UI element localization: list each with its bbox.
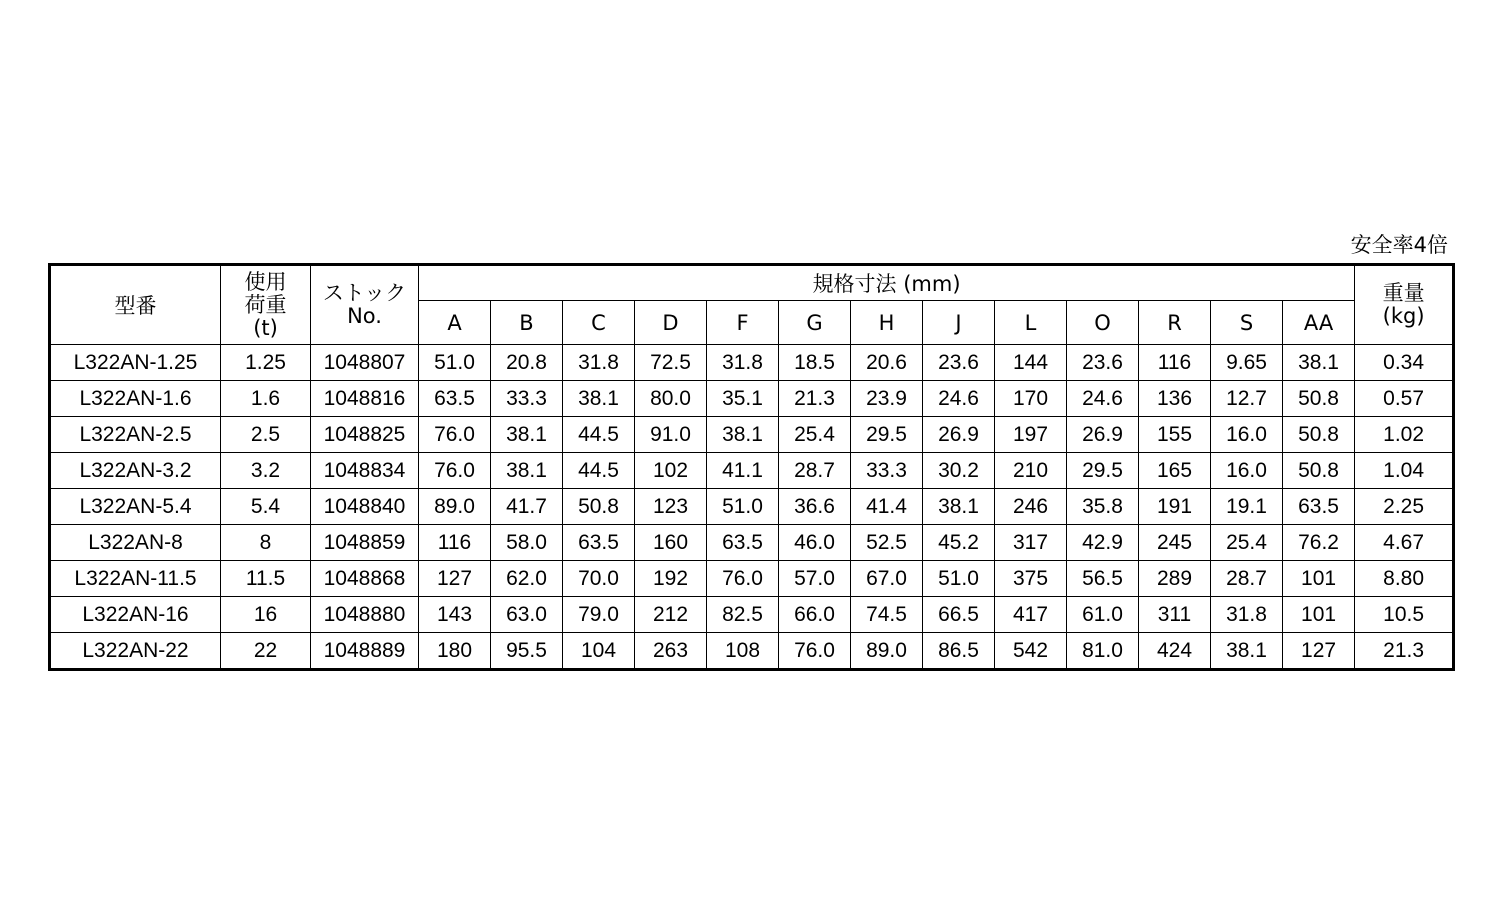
cell-dimension: 108 bbox=[707, 633, 779, 670]
header-dimension-column: O bbox=[1067, 301, 1139, 345]
cell-dimension: 51.0 bbox=[707, 489, 779, 525]
cell-model: L322AN-5.4 bbox=[50, 489, 221, 525]
cell-dimension: 81.0 bbox=[1067, 633, 1139, 670]
cell-working-load: 5.4 bbox=[221, 489, 311, 525]
cell-working-load: 8 bbox=[221, 525, 311, 561]
cell-dimension: 86.5 bbox=[923, 633, 995, 670]
cell-model: L322AN-22 bbox=[50, 633, 221, 670]
cell-dimension: 79.0 bbox=[563, 597, 635, 633]
cell-dimension: 95.5 bbox=[491, 633, 563, 670]
cell-working-load: 22 bbox=[221, 633, 311, 670]
cell-dimension: 144 bbox=[995, 345, 1067, 381]
header-dimension-column: S bbox=[1211, 301, 1283, 345]
cell-dimension: 35.1 bbox=[707, 381, 779, 417]
cell-dimension: 155 bbox=[1139, 417, 1211, 453]
cell-dimension: 41.7 bbox=[491, 489, 563, 525]
cell-dimension: 38.1 bbox=[923, 489, 995, 525]
cell-dimension: 44.5 bbox=[563, 417, 635, 453]
cell-dimension: 16.0 bbox=[1211, 417, 1283, 453]
cell-dimension: 101 bbox=[1283, 561, 1355, 597]
header-dimension-column: G bbox=[779, 301, 851, 345]
cell-dimension: 66.5 bbox=[923, 597, 995, 633]
table-row bbox=[50, 417, 1454, 453]
cell-dimension: 18.5 bbox=[779, 345, 851, 381]
cell-dimension: 76.0 bbox=[779, 633, 851, 670]
cell-dimension: 50.8 bbox=[1283, 453, 1355, 489]
cell-working-load: 1.25 bbox=[221, 345, 311, 381]
cell-stock-no: 1048825 bbox=[311, 417, 419, 453]
header-dimension-column: B bbox=[491, 301, 563, 345]
cell-dimension: 38.1 bbox=[491, 417, 563, 453]
cell-model: L322AN-16 bbox=[50, 597, 221, 633]
cell-dimension: 29.5 bbox=[1067, 453, 1139, 489]
safety-factor-note: 安全率4倍 bbox=[1350, 233, 1448, 257]
cell-dimension: 192 bbox=[635, 561, 707, 597]
cell-weight: 1.02 bbox=[1355, 417, 1454, 453]
cell-dimension: 104 bbox=[563, 633, 635, 670]
cell-dimension: 197 bbox=[995, 417, 1067, 453]
table-row bbox=[50, 633, 1454, 670]
cell-dimension: 51.0 bbox=[419, 345, 491, 381]
cell-dimension: 180 bbox=[419, 633, 491, 670]
cell-dimension: 9.65 bbox=[1211, 345, 1283, 381]
cell-weight: 0.34 bbox=[1355, 345, 1454, 381]
header-dimension-column: C bbox=[563, 301, 635, 345]
header-weight-unit: (kg) bbox=[1382, 304, 1425, 328]
table-body bbox=[50, 345, 1454, 670]
cell-dimension: 210 bbox=[995, 453, 1067, 489]
cell-dimension: 123 bbox=[635, 489, 707, 525]
cell-weight: 8.80 bbox=[1355, 561, 1454, 597]
cell-dimension: 33.3 bbox=[851, 453, 923, 489]
cell-dimension: 23.6 bbox=[1067, 345, 1139, 381]
cell-working-load: 11.5 bbox=[221, 561, 311, 597]
cell-dimension: 63.5 bbox=[1283, 489, 1355, 525]
cell-dimension: 26.9 bbox=[923, 417, 995, 453]
header-working-load-unit: (t) bbox=[253, 315, 278, 340]
cell-dimension: 136 bbox=[1139, 381, 1211, 417]
table-row bbox=[50, 597, 1454, 633]
cell-dimension: 63.0 bbox=[491, 597, 563, 633]
cell-dimension: 46.0 bbox=[779, 525, 851, 561]
cell-dimension: 23.9 bbox=[851, 381, 923, 417]
cell-dimension: 89.0 bbox=[419, 489, 491, 525]
cell-dimension: 56.5 bbox=[1067, 561, 1139, 597]
header-stock-no bbox=[311, 265, 419, 345]
cell-stock-no: 1048859 bbox=[311, 525, 419, 561]
cell-dimension: 52.5 bbox=[851, 525, 923, 561]
cell-dimension: 424 bbox=[1139, 633, 1211, 670]
cell-dimension: 160 bbox=[635, 525, 707, 561]
cell-working-load: 16 bbox=[221, 597, 311, 633]
header-working-load bbox=[221, 265, 311, 345]
cell-dimension: 28.7 bbox=[779, 453, 851, 489]
cell-dimension: 58.0 bbox=[491, 525, 563, 561]
cell-model: L322AN-2.5 bbox=[50, 417, 221, 453]
cell-stock-no: 1048834 bbox=[311, 453, 419, 489]
cell-weight: 2.25 bbox=[1355, 489, 1454, 525]
cell-dimension: 38.1 bbox=[491, 453, 563, 489]
cell-dimension: 50.8 bbox=[563, 489, 635, 525]
cell-dimension: 76.0 bbox=[419, 453, 491, 489]
header-dimension-column: F bbox=[707, 301, 779, 345]
table-header bbox=[50, 265, 1454, 345]
cell-dimension: 26.9 bbox=[1067, 417, 1139, 453]
cell-dimension: 24.6 bbox=[923, 381, 995, 417]
cell-dimension: 35.8 bbox=[1067, 489, 1139, 525]
cell-dimension: 91.0 bbox=[635, 417, 707, 453]
cell-dimension: 29.5 bbox=[851, 417, 923, 453]
cell-dimension: 19.1 bbox=[1211, 489, 1283, 525]
cell-dimension: 12.7 bbox=[1211, 381, 1283, 417]
cell-dimension: 41.4 bbox=[851, 489, 923, 525]
header-dimensions-group: 規格寸法 (mm) bbox=[419, 265, 1355, 301]
table-row bbox=[50, 525, 1454, 561]
cell-working-load: 2.5 bbox=[221, 417, 311, 453]
cell-dimension: 21.3 bbox=[779, 381, 851, 417]
cell-stock-no: 1048840 bbox=[311, 489, 419, 525]
cell-dimension: 170 bbox=[995, 381, 1067, 417]
cell-dimension: 24.6 bbox=[1067, 381, 1139, 417]
cell-dimension: 246 bbox=[995, 489, 1067, 525]
cell-weight: 10.5 bbox=[1355, 597, 1454, 633]
cell-dimension: 417 bbox=[995, 597, 1067, 633]
cell-stock-no: 1048816 bbox=[311, 381, 419, 417]
cell-stock-no: 1048868 bbox=[311, 561, 419, 597]
header-working-load-line2: 荷重 bbox=[244, 292, 287, 317]
table-row bbox=[50, 453, 1454, 489]
header-dimension-column: H bbox=[851, 301, 923, 345]
header-dimension-column: AA bbox=[1283, 301, 1355, 345]
cell-dimension: 31.8 bbox=[707, 345, 779, 381]
cell-dimension: 80.0 bbox=[635, 381, 707, 417]
cell-dimension: 63.5 bbox=[707, 525, 779, 561]
header-dimension-column: D bbox=[635, 301, 707, 345]
header-dimension-column: J bbox=[923, 301, 995, 345]
header-dimension-column: L bbox=[995, 301, 1067, 345]
cell-dimension: 63.5 bbox=[563, 525, 635, 561]
cell-working-load: 3.2 bbox=[221, 453, 311, 489]
cell-dimension: 66.0 bbox=[779, 597, 851, 633]
cell-dimension: 89.0 bbox=[851, 633, 923, 670]
cell-dimension: 36.6 bbox=[779, 489, 851, 525]
header-dimension-column: R bbox=[1139, 301, 1211, 345]
cell-dimension: 38.1 bbox=[707, 417, 779, 453]
cell-dimension: 311 bbox=[1139, 597, 1211, 633]
cell-dimension: 41.1 bbox=[707, 453, 779, 489]
cell-dimension: 42.9 bbox=[1067, 525, 1139, 561]
cell-working-load: 1.6 bbox=[221, 381, 311, 417]
cell-dimension: 263 bbox=[635, 633, 707, 670]
cell-dimension: 116 bbox=[1139, 345, 1211, 381]
cell-dimension: 70.0 bbox=[563, 561, 635, 597]
cell-dimension: 191 bbox=[1139, 489, 1211, 525]
cell-dimension: 101 bbox=[1283, 597, 1355, 633]
cell-dimension: 25.4 bbox=[1211, 525, 1283, 561]
cell-dimension: 20.6 bbox=[851, 345, 923, 381]
cell-dimension: 38.1 bbox=[563, 381, 635, 417]
cell-dimension: 31.8 bbox=[1211, 597, 1283, 633]
header-weight bbox=[1355, 265, 1454, 345]
cell-model: L322AN-3.2 bbox=[50, 453, 221, 489]
cell-dimension: 20.8 bbox=[491, 345, 563, 381]
cell-stock-no: 1048889 bbox=[311, 633, 419, 670]
cell-dimension: 45.2 bbox=[923, 525, 995, 561]
cell-model: L322AN-8 bbox=[50, 525, 221, 561]
cell-dimension: 165 bbox=[1139, 453, 1211, 489]
cell-dimension: 82.5 bbox=[707, 597, 779, 633]
cell-dimension: 50.8 bbox=[1283, 381, 1355, 417]
cell-dimension: 143 bbox=[419, 597, 491, 633]
table-row bbox=[50, 381, 1454, 417]
cell-dimension: 72.5 bbox=[635, 345, 707, 381]
cell-dimension: 289 bbox=[1139, 561, 1211, 597]
cell-dimension: 62.0 bbox=[491, 561, 563, 597]
cell-dimension: 212 bbox=[635, 597, 707, 633]
cell-dimension: 61.0 bbox=[1067, 597, 1139, 633]
cell-dimension: 38.1 bbox=[1283, 345, 1355, 381]
cell-dimension: 375 bbox=[995, 561, 1067, 597]
header-working-load-line1: 使用 bbox=[244, 269, 287, 294]
cell-dimension: 102 bbox=[635, 453, 707, 489]
cell-dimension: 31.8 bbox=[563, 345, 635, 381]
cell-model: L322AN-1.6 bbox=[50, 381, 221, 417]
spec-table bbox=[48, 263, 1455, 671]
header-model: 型番 bbox=[50, 265, 221, 345]
table-row bbox=[50, 561, 1454, 597]
cell-model: L322AN-11.5 bbox=[50, 561, 221, 597]
cell-dimension: 16.0 bbox=[1211, 453, 1283, 489]
cell-dimension: 30.2 bbox=[923, 453, 995, 489]
cell-dimension: 33.3 bbox=[491, 381, 563, 417]
cell-weight: 0.57 bbox=[1355, 381, 1454, 417]
cell-dimension: 38.1 bbox=[1211, 633, 1283, 670]
cell-dimension: 50.8 bbox=[1283, 417, 1355, 453]
cell-model: L322AN-1.25 bbox=[50, 345, 221, 381]
table-row bbox=[50, 489, 1454, 525]
table-row bbox=[50, 345, 1454, 381]
cell-dimension: 542 bbox=[995, 633, 1067, 670]
cell-dimension: 317 bbox=[995, 525, 1067, 561]
header-stock-no-line1: ストック bbox=[322, 281, 407, 305]
cell-dimension: 127 bbox=[1283, 633, 1355, 670]
cell-dimension: 74.5 bbox=[851, 597, 923, 633]
cell-dimension: 63.5 bbox=[419, 381, 491, 417]
cell-dimension: 76.0 bbox=[419, 417, 491, 453]
cell-dimension: 76.0 bbox=[707, 561, 779, 597]
header-stock-no-line2: No. bbox=[347, 304, 382, 328]
cell-dimension: 51.0 bbox=[923, 561, 995, 597]
cell-stock-no: 1048880 bbox=[311, 597, 419, 633]
cell-dimension: 245 bbox=[1139, 525, 1211, 561]
cell-dimension: 76.2 bbox=[1283, 525, 1355, 561]
cell-dimension: 25.4 bbox=[779, 417, 851, 453]
cell-stock-no: 1048807 bbox=[311, 345, 419, 381]
header-dimension-column: A bbox=[419, 301, 491, 345]
header-weight-line1: 重量 bbox=[1382, 281, 1425, 305]
cell-dimension: 28.7 bbox=[1211, 561, 1283, 597]
cell-weight: 4.67 bbox=[1355, 525, 1454, 561]
cell-weight: 21.3 bbox=[1355, 633, 1454, 670]
cell-dimension: 23.6 bbox=[923, 345, 995, 381]
cell-dimension: 127 bbox=[419, 561, 491, 597]
cell-dimension: 57.0 bbox=[779, 561, 851, 597]
cell-weight: 1.04 bbox=[1355, 453, 1454, 489]
cell-dimension: 67.0 bbox=[851, 561, 923, 597]
cell-dimension: 116 bbox=[419, 525, 491, 561]
cell-dimension: 44.5 bbox=[563, 453, 635, 489]
